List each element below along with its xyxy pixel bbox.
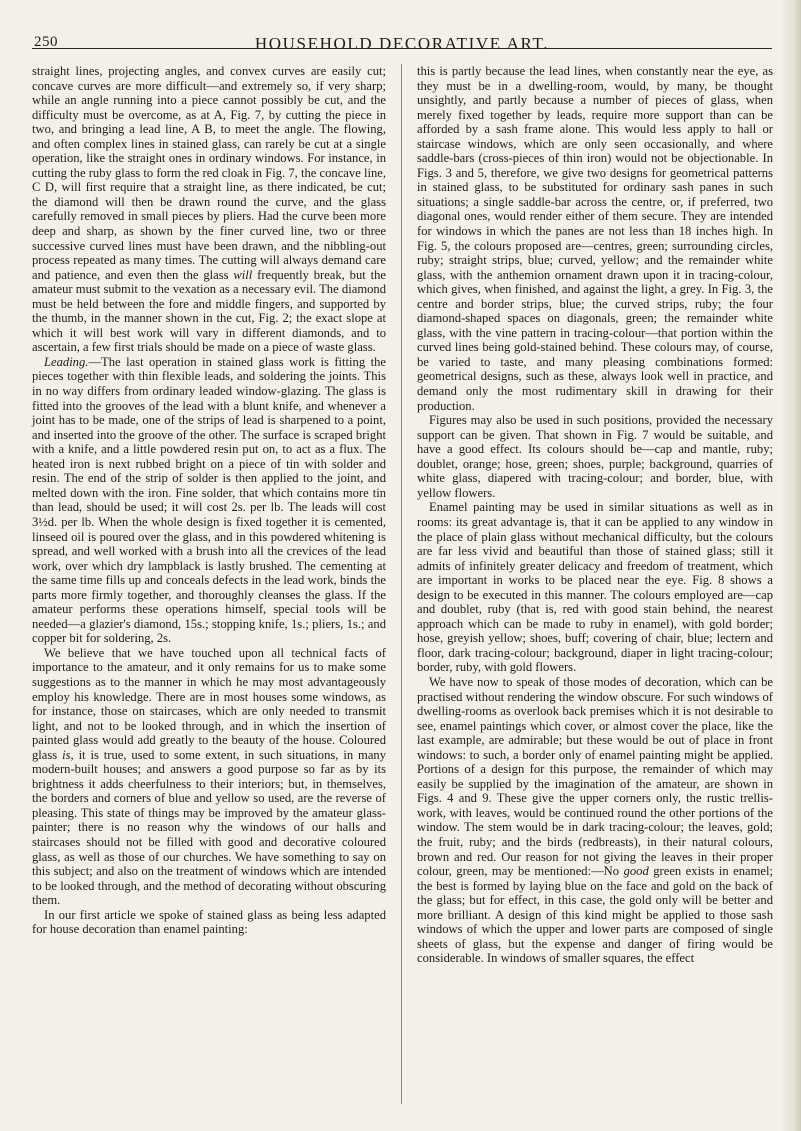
paragraph-text: We believe that we have touched upon all technical facts of importance to the amateur, and it only remains for us to make some suggestions as to the manner in which he may most advantageously employ his knowledge. There are in most houses some windows, as for instance, those on staircases, which are only needed to transmit light, and not to be looked through, and in which the insertion of painted glass would add greatly to the beauty of the house. Coloured glass bbox=[32, 645, 386, 762]
paragraph-figures: Figures may also be used in such positions, provided the necessary support can be given. That shown in Fig. 7 would be suitable, and have a good effect. Its colours should be—cap and mantle, ruby; doublet, orange; hose, green; shoes, purple; background, quarries of white glass, diapered with tracing-colour; and border, blue, with yellow flowers. bbox=[417, 413, 773, 500]
paragraph-geometric-designs: this is partly because the lead lines, when constantly near the eye, as they must be in a dwelling-room, would, by many, be thought unsightly, and partly because a number of pieces of glass, when merely fixed together by leads, require more support than can be afforded by a sash frame alone. This would less apply to hall or staircase windows, which are only seen occasionally, and where saddle-bars (cross-pieces of thin iron) would not be objectionable. In Figs. 3 and 5, therefore, we give two designs for geometrical patterns in stained glass, to be substituted for ordinary sash panes in such situations; a single saddle-bar across the centre, or, if preferred, two diagonal ones, would render either of them secure. They are intended for windows in which the panes are not less than 18 inches high. In Fig. 5, the colours proposed are—centres, green; surrounding circles, ruby; straight strips, blue; curved, yellow; and the remainder white glass, with the anthemion ornament drawn upon it in tracing-colour, which gives, when finished, and against the light, a grey. In Fig. 3, the centre and border strips, blue; the curved strips, ruby; the four diamond-shaped spaces on diagonals, green; the remainder white glass, with the vine pattern in tracing-colour—that portion within the curved lines being gold-stained behind. These colours may, of course, be varied to taste, and many pleasing combinations formed: geometrical designs, such as these, always look well in practice, and demand only the most rudimentary skill in drawing for their production. bbox=[417, 64, 773, 413]
paragraph-decoration-modes bbox=[417, 675, 773, 966]
emphasis-text: good bbox=[623, 864, 649, 879]
paragraph-text: it is true, used to some extent, in such situations, in many modern-built houses; and answers a good purpose so far as by its brightness it adds cheerfulness to their interiors; but, in themselves, the borders and corners of blue and yellow so used, are the reverse of pleasing. This state of things may be improved by the amateur glass-painter; there is no reason why the windows of our halls and staircases should not be filled with good and decorative coloured glass, as well as those of our churches. We have something to say on this subject; and also on the treatment of windows which are intended to be looked through, and the method of decorating without obscuring them. bbox=[32, 747, 386, 908]
running-title: HOUSEHOLD DECORATIVE ART. bbox=[254, 34, 550, 53]
header-rule bbox=[32, 48, 772, 49]
paragraph-text: frequently break, but the amateur must submit to the vexation as a necessary evil. The diamond must be held between the fore and middle fingers, and supported by the thumb, in the manner shown in the cut, Fig. 2; the exact slope at which it will best work will vary in different diamonds, and to ascertain, a few first trials should be made on a piece of waste glass. bbox=[32, 267, 386, 355]
left-column bbox=[32, 64, 386, 937]
emphasis-text: will bbox=[233, 267, 253, 282]
paragraph-text: straight lines, projecting angles, and convex curves are easily cut; concave curves are more difficult—and extremely so, if very sharp; while an angle running into a piece cannot possibly be cut, and the difficulty must be overcome, as at A, Fig. 7, by cutting the piece in two, and bringing a lead line, A B, to meet the angle. The flowing, and often complex lines in stained glass, can rarely be cut at a single operation, like the straight ones in ordinary windows. For instance, in cutting the ruby glass to form the red cloak in Fig. 7, the concave line, C D, will first require that a straight line, as there indicated, be cut; the diamond will then be drawn round the curve, and the glass carefully removed in small pieces by pliers. Had the curve been more deep and sharp, as shown by the finer curved line, two or three successive curved lines must have been drawn, and the nibbling-out process repeated as many times. The cutting will always demand care and patience, and even then the glass bbox=[32, 64, 386, 282]
emphasis-text: is, bbox=[62, 747, 74, 762]
section-heading-leading: Leading. bbox=[44, 354, 89, 369]
paragraph-first-article: In our first article we spoke of stained glass as being less adapted for house decoration than enamel painting: bbox=[32, 907, 386, 937]
paragraph-suggestions bbox=[32, 646, 386, 908]
right-column bbox=[417, 64, 773, 966]
page-header bbox=[32, 22, 772, 54]
paragraph-text: green exists in enamel; the best is formed by laying blue on the face and gold on the back of the glass; but for effect, in this case, the gold only will be better and more brilliant. A design of this kind might be applied to those sash windows of which the upper and lower parts are composed of single sheets of glass, but the expense and danger of firing would be considerable. In windows of smaller squares, the effect bbox=[417, 864, 773, 966]
paragraph-leading bbox=[32, 355, 386, 646]
paragraph-cutting bbox=[32, 64, 386, 355]
column-separator bbox=[401, 64, 402, 1104]
paragraph-enamel-painting: Enamel painting may be used in similar situations as well as in rooms: its great advantage is, that it can be applied to any window in the place of plain glass without mechanical difficulty, but the colours are far less vivid and beautiful than those of stained glass; still it admits of infinitely greater delicacy and freedom of treatment, which are important in works to be placed near the eye. Fig. 8 shows a design to be executed in this manner. The colours employed are—cap and doublet, ruby (that is, red with good stain behind, the nearest approach which can be made to ruby in enamel), with gold border; hose, greyish yellow; shoes, buff; covering of chair, blue; lectern and floor, dark tracing-colour; background, diaper in light tracing-colour; border, ruby, with gold flowers. bbox=[417, 500, 773, 675]
page-edge bbox=[783, 0, 801, 1131]
paragraph-text: —The last operation in stained glass work is fitting the pieces together with thin flexible leads, and soldering the joints. This in no way differs from ordinary leaded window-glazing. The glass is fitted into the grooves of the lead with a blunt knife, and whenever a joint has to be made, one of the strips of lead is sharpened to a point, and inserted into the groove of the other. The surface is scraped bright with a knife, and a little powdered resin put on, to act as a flux. The heated iron is next rubbed bright on a piece of tin with solder and resin. The end of the strip of solder is then applied to the joint, and melted down with the iron. Fine solder, that which contains more tin than lead, should be used; it will cost 2s. per lb. The leads will cost 3½d. per lb. When the whole design is fixed together it is cemented, linseed oil is poured over the glass, and in this powdered whitening is spread, and well worked with a brush into all the crevices of the lead work, over which dry lampblack is lastly brushed. The cementing at the same time fills up and conceals defects in the lead work, binds the parts more firmly together, and thoroughly cleanses the glass. If the amateur performs these operations himself, special tools will be needed—a glazier's diamond, 15s.; stopping knife, 1s.; pliers, 1s.; and copper bit for soldering, 2s. bbox=[32, 354, 386, 646]
page-number: 250 bbox=[34, 34, 58, 50]
paragraph-text: We have now to speak of those modes of decoration, which can be practised without rendering the window obscure. For such windows of dwelling-rooms as overlook back premises which it is not desirable to see, enamel paintings which cover, or almost cover the place, like the last example, are admirable; but these would be out of place in front windows: to such, a border only of enamel painting might be applied. Portions of a design for this purpose, the remainder of which may easily be supplied by the imagination of the amateur, are shown in Figs. 4 and 9. These give the upper corners only, the rustic trellis-work, with leaves, would be continued round the other portions of the window. The stem would be in dark tracing-colour; the leaves, gold; the fruit, ruby; and the birds (redbreasts), in their natural colours, brown and red. Our reason for not giving the leaves in their proper colour, green, may be mentioned:—No bbox=[417, 674, 773, 879]
